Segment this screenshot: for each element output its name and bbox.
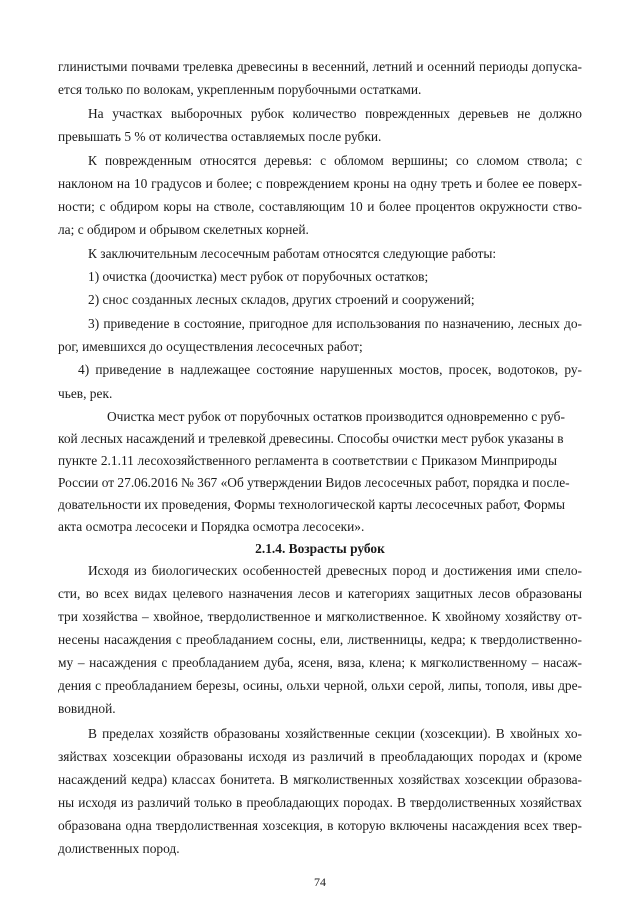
- list-item-continuation: чьев, рек.: [58, 386, 113, 401]
- paragraph-line: На участках выборочных рубок количество поврежденных деревьев не должно: [88, 106, 582, 121]
- paragraph-line: дения с преобладанием березы, осины, ольхи черной, ольхи серой, липы, тополя, ивы дре-: [58, 678, 582, 693]
- paragraph-line: довательности их проведения, Формы технологической карты лесосечных работ, Формы: [58, 497, 565, 512]
- paragraph-line: превышать 5 % от количества оставляемых после рубки.: [58, 129, 382, 144]
- paragraph-line: ла; с обдиром и обрывом скелетных корней.: [58, 222, 309, 237]
- paragraph-line: К заключительным лесосечным работам относятся следующие работы:: [88, 246, 497, 261]
- paragraph-line: ется только по волокам, укрепленным порубочными остатками.: [58, 82, 422, 97]
- paragraph-line: наклоном на 10 градусов и более; с повреждением кроны на одну треть и более ее поверх-: [58, 176, 582, 191]
- page-number: 74: [314, 875, 326, 889]
- paragraph-line: ны исходя из различий только в преобладающих породах. В твердолиственных хозяйствах: [58, 795, 582, 810]
- paragraph-line: пункте 2.1.11 лесохозяйственного регламента в соответствии с Приказом Минприроды: [58, 453, 557, 468]
- paragraph-line: сти, во всех видах целевого назначения лесов и категориях защитных лесов образованы: [58, 586, 582, 601]
- paragraph-line: России от 27.06.2016 № 367 «Об утверждении Видов лесосечных работ, порядка и после-: [58, 475, 570, 490]
- list-item: 2) снос созданных лесных складов, других строений и сооружений;: [88, 292, 475, 307]
- paragraph-line: зяйствах хозсекции образованы исходя из различий в преобладающих породах и (кроме: [58, 749, 582, 764]
- paragraph-line: долиственных пород.: [58, 841, 180, 856]
- list-item: 4) приведение в надлежащее состояние нарушенных мостов, просек, водотоков, ру-: [78, 362, 582, 377]
- list-item: 1) очистка (доочистка) мест рубок от порубочных остатков;: [88, 269, 429, 284]
- paragraph-line: три хозяйства – хвойное, твердолиственное и мягколиственное. К хвойному хозяйству от-: [58, 609, 582, 624]
- list-item-continuation: рог, имевшихся до осуществления лесосечных работ;: [58, 339, 363, 354]
- paragraph-line: Исходя из биологических особенностей древесных пород и достижения ими спело-: [88, 563, 582, 578]
- paragraph-line: вовидной.: [58, 701, 116, 716]
- paragraph-line: акта осмотра лесосеки и Порядка осмотра лесосеки».: [58, 519, 365, 534]
- paragraph-line: К поврежденным относятся деревья: с обломом вершины; со сломом ствола; с: [88, 153, 582, 168]
- paragraph-line: Очистка мест рубок от порубочных остатков производится одновременно с руб-: [107, 409, 565, 424]
- paragraph-line: глинистыми почвами трелевка древесины в весенний, летний и осенний периоды допуска-: [58, 59, 582, 74]
- paragraph-line: ности; с обдиром коры на стволе, составляющим 10 и более процентов окружности ство-: [58, 199, 582, 214]
- paragraph-line: кой лесных насаждений и трелевкой древесины. Способы очистки мест рубок указаны в: [58, 431, 564, 446]
- section-heading: 2.1.4. Возрасты рубок: [255, 541, 385, 556]
- paragraph-line: образована одна твердолиственная хозсекция, в которую включены насаждения всех твер-: [58, 818, 582, 833]
- list-item: 3) приведение в состояние, пригодное для использования по назначению, лесных до-: [88, 316, 582, 331]
- paragraph-line: В пределах хозяйств образованы хозяйственные секции (хозсекции). В хвойных хо-: [88, 726, 582, 741]
- paragraph-line: несены насаждения с преобладанием сосны, ели, лиственницы, кедра; к твердолиственно-: [58, 632, 582, 647]
- paragraph-line: му – насаждения с преобладанием дуба, ясеня, вяза, клена; к мягколиственному – насаж-: [58, 655, 582, 670]
- paragraph-line: насаждений кедра) классах бонитета. В мягколиственных хозяйствах хозсекции образова-: [58, 772, 582, 787]
